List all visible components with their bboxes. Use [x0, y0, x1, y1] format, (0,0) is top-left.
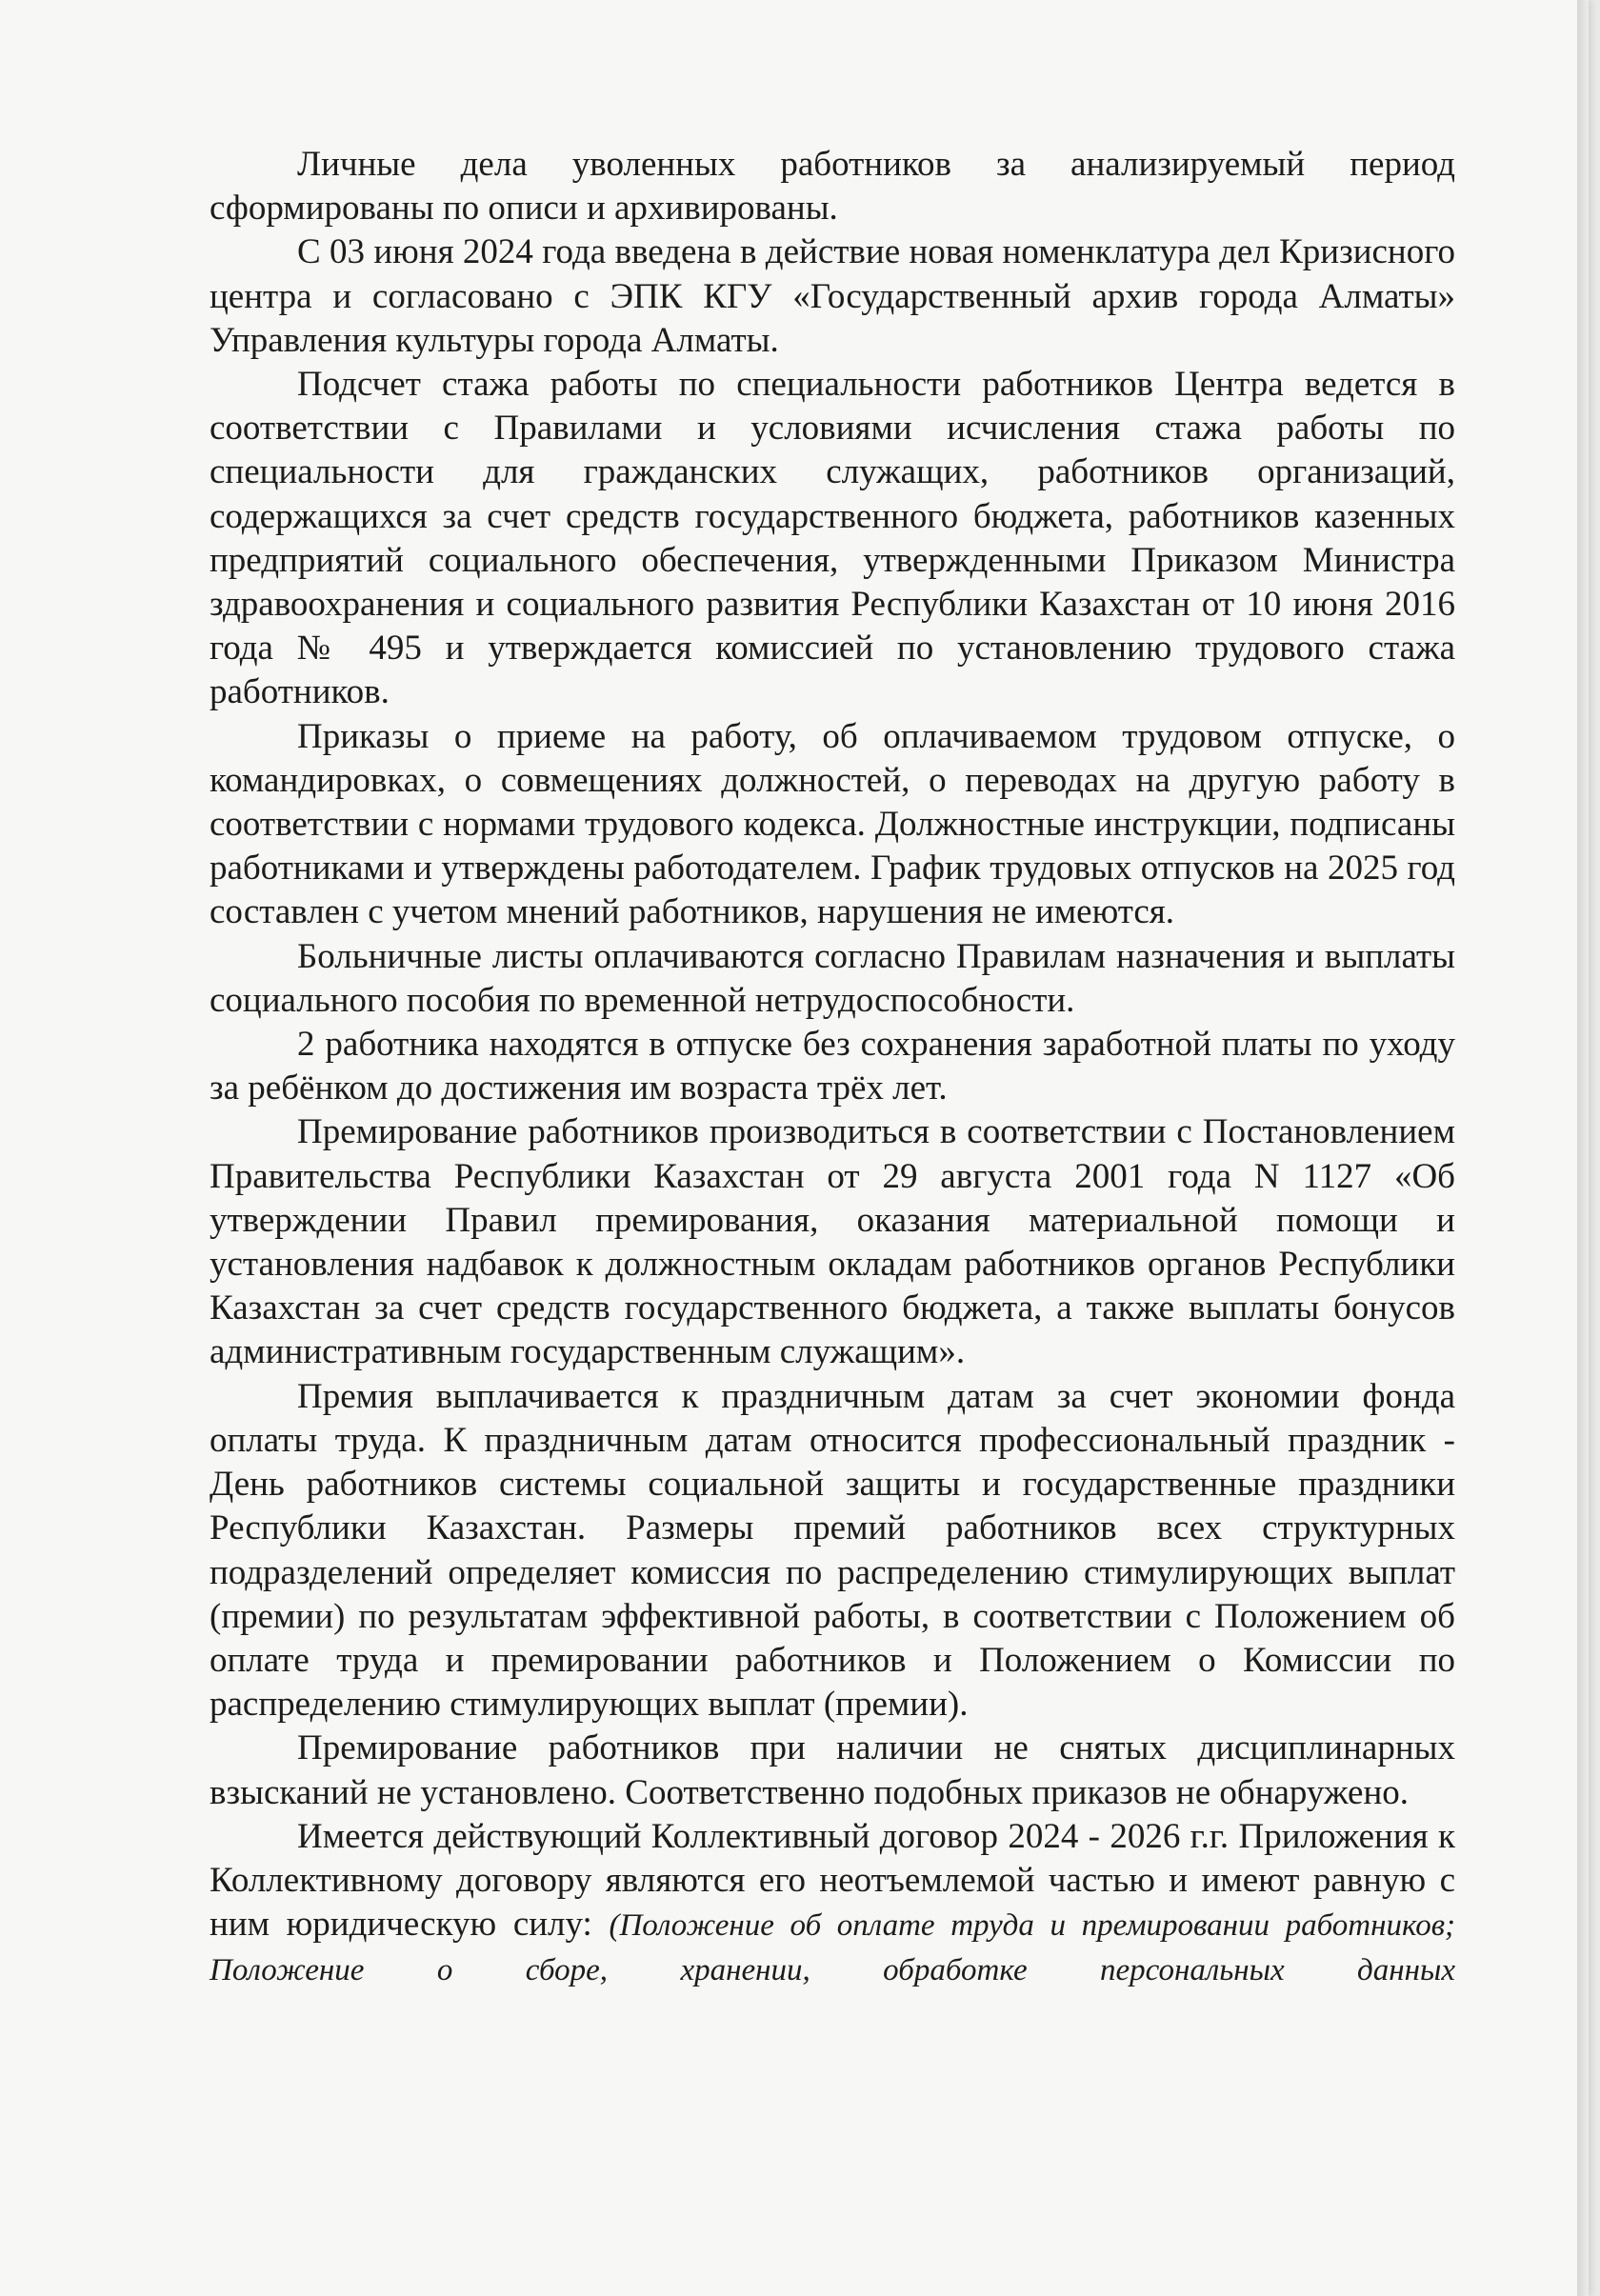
paragraph-personal-files: Личные дела уволенных работников за анализируемый период сформированы по описи и архивированы. [210, 145, 1455, 229]
paragraph-sick-leave: Больничные листы оплачиваются согласно Правилам назначения и выплаты социального пособия по временной нетрудоспособности. [210, 936, 1455, 1020]
paragraph-nomenclature: С 03 июня 2024 года введена в действие новая номенклатура дел Кризисного центра и согласовано с ЭПК КГУ «Государственный архив города Алматы» Управления культуры города Алматы. [210, 232, 1455, 360]
page-edge [1577, 0, 1589, 2296]
paragraph-orders: Приказы о приеме на работу, об оплачиваемом трудовом отпуске, о командировках, о совмещениях должностей, о переводах на другую работу в соответствии с нормами трудового кодекса. Должностные инструкции, подписаны работниками и утверждены работодателем. График трудовых отпусков на 2025 год составлен с учетом мнений работников, нарушения не имеются. [210, 716, 1455, 932]
paragraph-bonus-payment: Премия выплачивается к праздничным датам за счет экономии фонда оплаты труда. К праздничным датам относится профессиональный праздник - День работников системы социальной защиты и государственные праздники Республики Казахстан. Размеры премий работников всех структурных подразделений определяет комиссия по распределению стимулирующих выплат (премии) по результатам эффективной работы, в соответствии с Положением об оплате труда и премировании работников и Положением о Комиссии по распределению стимулирующих выплат (премии). [210, 1376, 1455, 1725]
paragraph-bonus-regulation: Премирование работников производиться в соответствии с Постановлением Правительства Республики Казахстан от 29 августа 2001 года N 1127 «Об утверждении Правил премирования, оказания материальной помощи и установления надбавок к должностным окладам работников органов Республики Казахстан за счет средств государственного бюджета, а также выплаты бонусов административным государственным служащим». [210, 1112, 1455, 1372]
paragraph-parental-leave: 2 работника находятся в отпуске без сохранения заработной платы по уходу за ребёнком до достижения им возраста трёх лет. [210, 1025, 1455, 1108]
paragraph-work-experience: Подсчет стажа работы по специальности работников Центра ведется в соответствии с Правилами и условиями исчисления стажа работы по специальности для гражданских служащих, работников организаций, содержащихся за счет средств государственного бюджета, работников казенных предприятий социального обеспечения, утвержденными Приказом Министра здравоохранения и социального развития Республики Казахстан от 10 июня 2016 года № 495 и утверждается комиссией по установлению трудового стажа работников. [210, 365, 1455, 712]
collective-agreement-attachments: (Положение об оплате труда и премировании работников; Положение о сборе, хранении, обработке персональных данных [210, 1908, 1456, 1988]
paragraph-disciplinary: Премирование работников при наличии не снятых дисциплинарных взысканий не установлено. Соответственно подобных приказов не обнаружено. [210, 1728, 1455, 1812]
collective-agreement-text: Имеется действующий Коллективный договор 2024 - 2026 г.г. Приложения к Коллективному договору являются его неотъемлемой частью и имеют равную с ним юридическую силу: [210, 1816, 1455, 1945]
document-body [210, 143, 1455, 1993]
paragraph-collective-agreement [210, 1815, 1455, 1993]
